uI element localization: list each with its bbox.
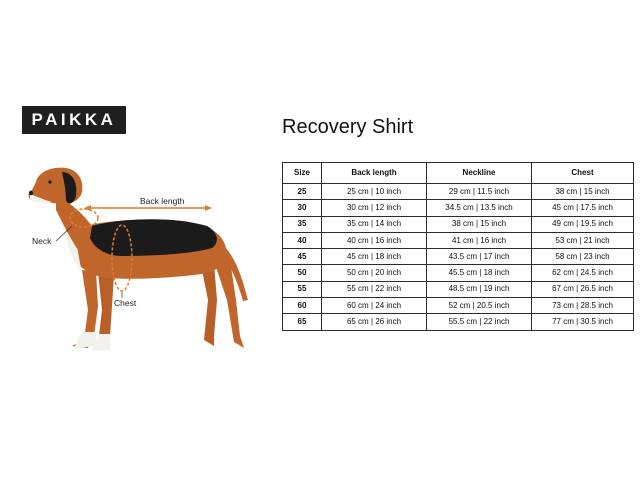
back-length-cell: 60 cm | 24 inch	[322, 298, 427, 314]
brand-logo-text: PAIKKA	[31, 110, 117, 129]
header-neckline: Neckline	[427, 163, 532, 184]
chest-cell: 73 cm | 28.5 inch	[532, 298, 634, 314]
table-row	[283, 200, 634, 216]
chest-label: Chest	[114, 298, 137, 308]
chest-cell: 45 cm | 17.5 inch	[532, 200, 634, 216]
table-row	[283, 184, 634, 200]
table-row	[283, 298, 634, 314]
size-cell: 55	[283, 281, 322, 297]
neck-label: Neck	[32, 236, 52, 246]
back-length-cell: 25 cm | 10 inch	[322, 184, 427, 200]
neckline-cell: 48.5 cm | 19 inch	[427, 281, 532, 297]
dog-paw-white	[74, 332, 110, 351]
back-length-cell: 55 cm | 22 inch	[322, 281, 427, 297]
size-cell: 45	[283, 249, 322, 265]
brand-logo	[22, 106, 126, 134]
page-title: Recovery Shirt	[282, 116, 414, 138]
chest-cell: 53 cm | 21 inch	[532, 232, 634, 248]
back-length-cell: 45 cm | 18 inch	[322, 249, 427, 265]
back-length-cell: 30 cm | 12 inch	[322, 200, 427, 216]
dog-nose	[29, 191, 33, 195]
size-cell: 40	[283, 232, 322, 248]
table-row	[283, 281, 634, 297]
neckline-cell: 34.5 cm | 13.5 inch	[427, 200, 532, 216]
table-row	[283, 216, 634, 232]
back-length-cell: 50 cm | 20 inch	[322, 265, 427, 281]
dog-measurement-diagram	[22, 160, 267, 360]
neckline-cell: 52 cm | 20.5 inch	[427, 298, 532, 314]
dog-eye	[48, 180, 51, 183]
size-cell: 30	[283, 200, 322, 216]
size-cell: 65	[283, 314, 322, 330]
size-chart-table	[282, 162, 634, 331]
chest-cell: 38 cm | 15 inch	[532, 184, 634, 200]
chest-cell: 67 cm | 26.5 inch	[532, 281, 634, 297]
header-size: Size	[283, 163, 322, 184]
back-length-cell: 65 cm | 26 inch	[322, 314, 427, 330]
size-cell: 35	[283, 216, 322, 232]
neckline-cell: 38 cm | 15 inch	[427, 216, 532, 232]
chest-cell: 49 cm | 19.5 inch	[532, 216, 634, 232]
size-cell: 50	[283, 265, 322, 281]
dog-saddle	[90, 219, 217, 256]
header-chest: Chest	[532, 163, 634, 184]
table-row	[283, 232, 634, 248]
table-header-row	[283, 163, 634, 184]
table-row	[283, 314, 634, 330]
neckline-cell: 41 cm | 16 inch	[427, 232, 532, 248]
neckline-cell: 45.5 cm | 18 inch	[427, 265, 532, 281]
chest-cell: 58 cm | 23 inch	[532, 249, 634, 265]
back-length-cell: 35 cm | 14 inch	[322, 216, 427, 232]
back-length-label: Back length	[140, 196, 185, 206]
header-back-length: Back length	[322, 163, 427, 184]
neckline-cell: 29 cm | 11.5 inch	[427, 184, 532, 200]
chest-cell: 62 cm | 24.5 inch	[532, 265, 634, 281]
table-row	[283, 249, 634, 265]
back-length-cell: 40 cm | 16 inch	[322, 232, 427, 248]
dog-illustration	[22, 160, 267, 360]
size-cell: 25	[283, 184, 322, 200]
neckline-cell: 55.5 cm | 22 inch	[427, 314, 532, 330]
neckline-cell: 43.5 cm | 17 inch	[427, 249, 532, 265]
chest-cell: 77 cm | 30.5 inch	[532, 314, 634, 330]
table-row	[283, 265, 634, 281]
size-cell: 60	[283, 298, 322, 314]
